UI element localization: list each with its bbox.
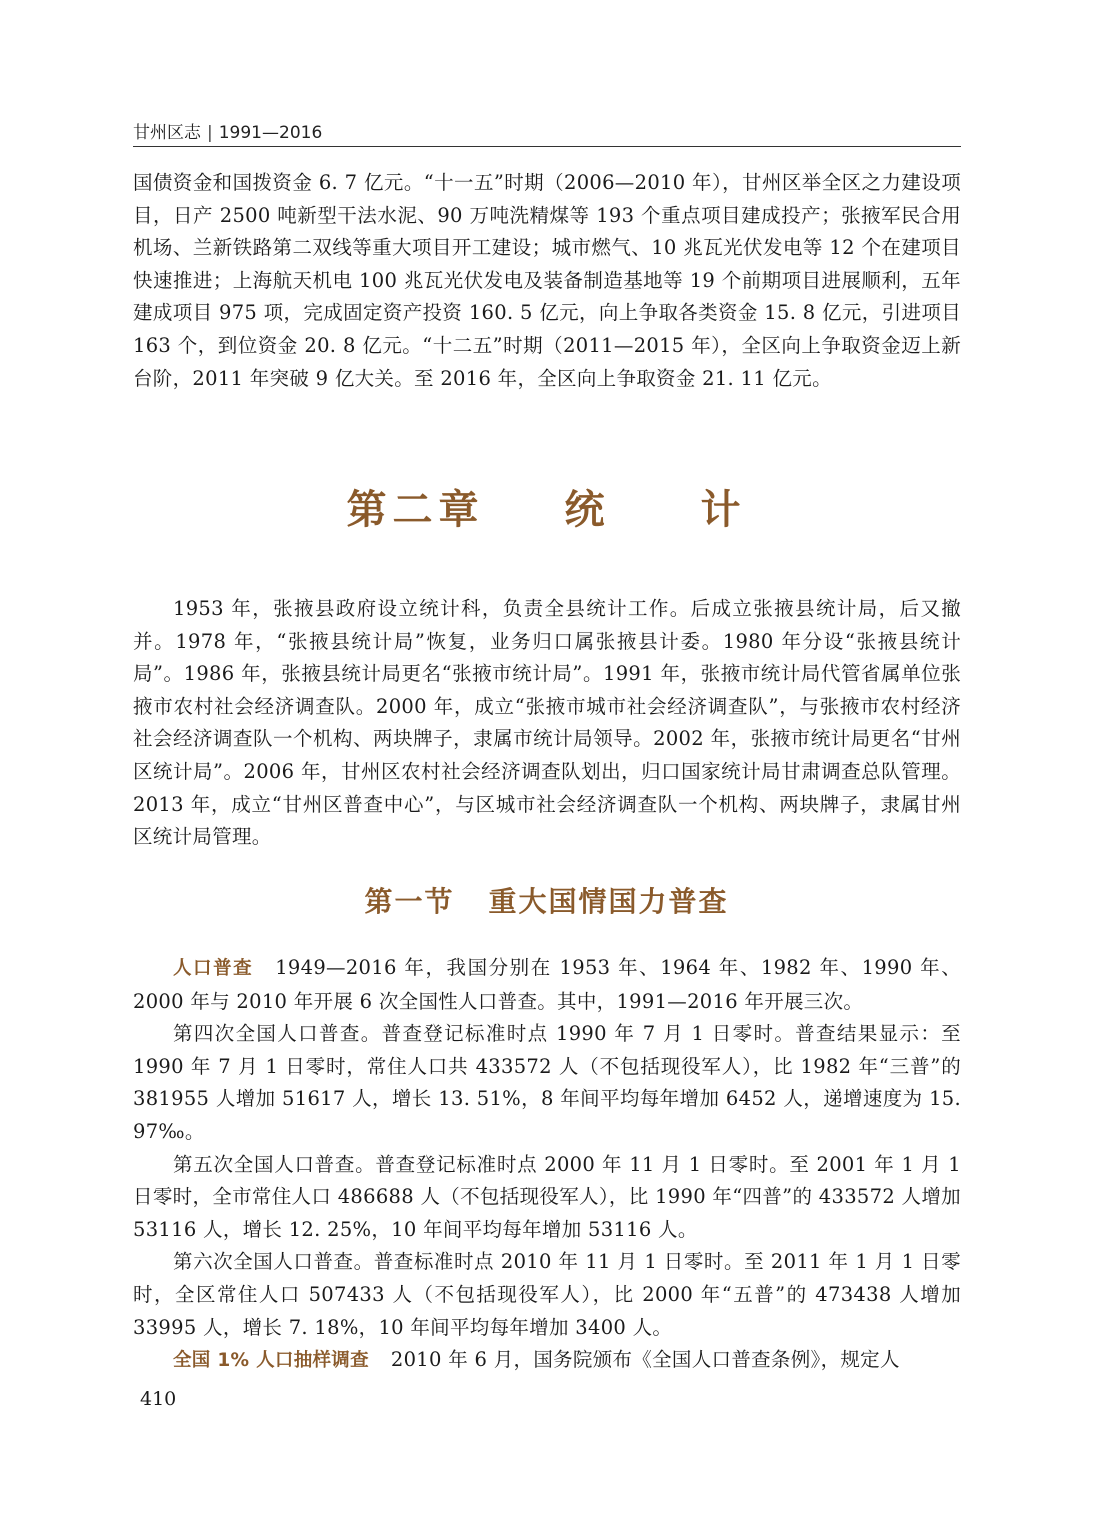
header-period: 1991—2016: [218, 123, 323, 143]
section-number: 第一节: [364, 885, 455, 918]
section-body: [133, 952, 961, 1378]
header-separator: |: [207, 123, 213, 143]
sample-survey-paragraph: [133, 1344, 961, 1378]
chapter-number: 第二章: [346, 487, 485, 533]
fourth-census-paragraph: 第四次全国人口普查。普查登记标准时点 1990 年 7 月 1 日零时。普查结果显示：至 1990 年 7 月 1 日零时，常住人口共 433572 人（不包括现役军人），比 1982 年“三普”的 381955 人增加 51617 人，增长 13. 51%，8 年间平均每年增加 6452 人，递增速度为 15. 97‰。: [133, 1022, 961, 1143]
running-header: [133, 118, 961, 143]
section-title: [0, 880, 1093, 920]
census-term: 人口普查: [173, 958, 254, 979]
page-number: 410: [140, 1388, 177, 1410]
sample-survey-text: 2010 年 6 月，国务院颁布《全国人口普查条例》，规定人: [390, 1348, 900, 1372]
chapter-intro-paragraph: 1953 年，张掖县政府设立统计科，负责全县统计工作。后成立张掖县统计局，后又撤并。1978 年，“张掖县统计局”恢复，业务归口属张掖县计委。1980 年分设“张掖县统计局”。1986 年，张掖县统计局更名“张掖市统计局”。1991 年，张掖市统计局代管省属单位张掖市农村社会经济调查队。2000 年，成立“张掖市城市社会经济调查队”，与张掖市农村经济社会经济调查队一个机构、两块牌子，隶属市统计局领导。2002 年，张掖市统计局更名“甘州区统计局”。2006 年，甘州区农村社会经济调查队划出，归口国家统计局甘肃调查总队管理。2013 年，成立“甘州区普查中心”，与区城市社会经济调查队一个机构、两块牌子，隶属甘州区统计局管理。: [133, 597, 961, 849]
chapter-title-char-2: 计: [700, 487, 747, 533]
chapter-title: [0, 478, 1093, 535]
sixth-census-paragraph: 第六次全国人口普查。普查标准时点 2010 年 11 月 1 日零时。至 2011 年 1 月 1 日零时，全区常住人口 507433 人（不包括现役军人），比 2000 年“五普”的 473438 人增加 33995 人，增长 7. 18%，10 年间平均每年增加 3400 人。: [133, 1250, 961, 1339]
sample-survey-term: 全国 1% 人口抽样调查: [173, 1350, 369, 1372]
section-title-text: 重大国情国力普查: [488, 885, 729, 918]
fifth-census-paragraph: 第五次全国人口普查。普查登记标准时点 2000 年 11 月 1 日零时。至 2001 年 1 月 1 日零时，全市常住人口 486688 人（不包括现役军人），比 1990 年“四普”的 433572 人增加 53116 人，增长 12. 25%，10 年间平均每年增加 53116 人。: [133, 1152, 961, 1241]
header-book-title: 甘州区志: [133, 123, 201, 143]
census-paragraph: [133, 952, 961, 1018]
census-text: 1949—2016 年，我国分别在 1953 年、1964 年、1982 年、1990 年、2000 年与 2010 年开展 6 次全国性人口普查。其中，1991—2016 年开展三次。: [133, 956, 962, 1013]
header-rule: [133, 146, 961, 147]
chapter-title-char-1: 统: [564, 487, 611, 533]
continued-paragraph: 国债资金和国拨资金 6. 7 亿元。“十一五”时期（2006—2010 年），甘州区举全区之力建设项目，日产 2500 吨新型干法水泥、90 万吨洗精煤等 193 个重点项目建成投产；张掖军民合用机场、兰新铁路第二双线等重大项目开工建设；城市燃气、10 兆瓦光伏发电等 12 个在建项目快速推进；上海航天机电 100 兆瓦光伏发电及装备制造基地等 19 个前期项目进展顺利，五年建成项目 975 项，完成固定资产投资 160. 5 亿元，向上争取各类资金 15. 8 亿元，引进项目 163 个，到位资金 20. 8 亿元。“十二五”时期（2011—2015 年），全区向上争取资金迈上新台阶，2011 年突破 9 亿大关。至 2016 年，全区向上争取资金 21. 11 亿元。: [133, 171, 961, 390]
